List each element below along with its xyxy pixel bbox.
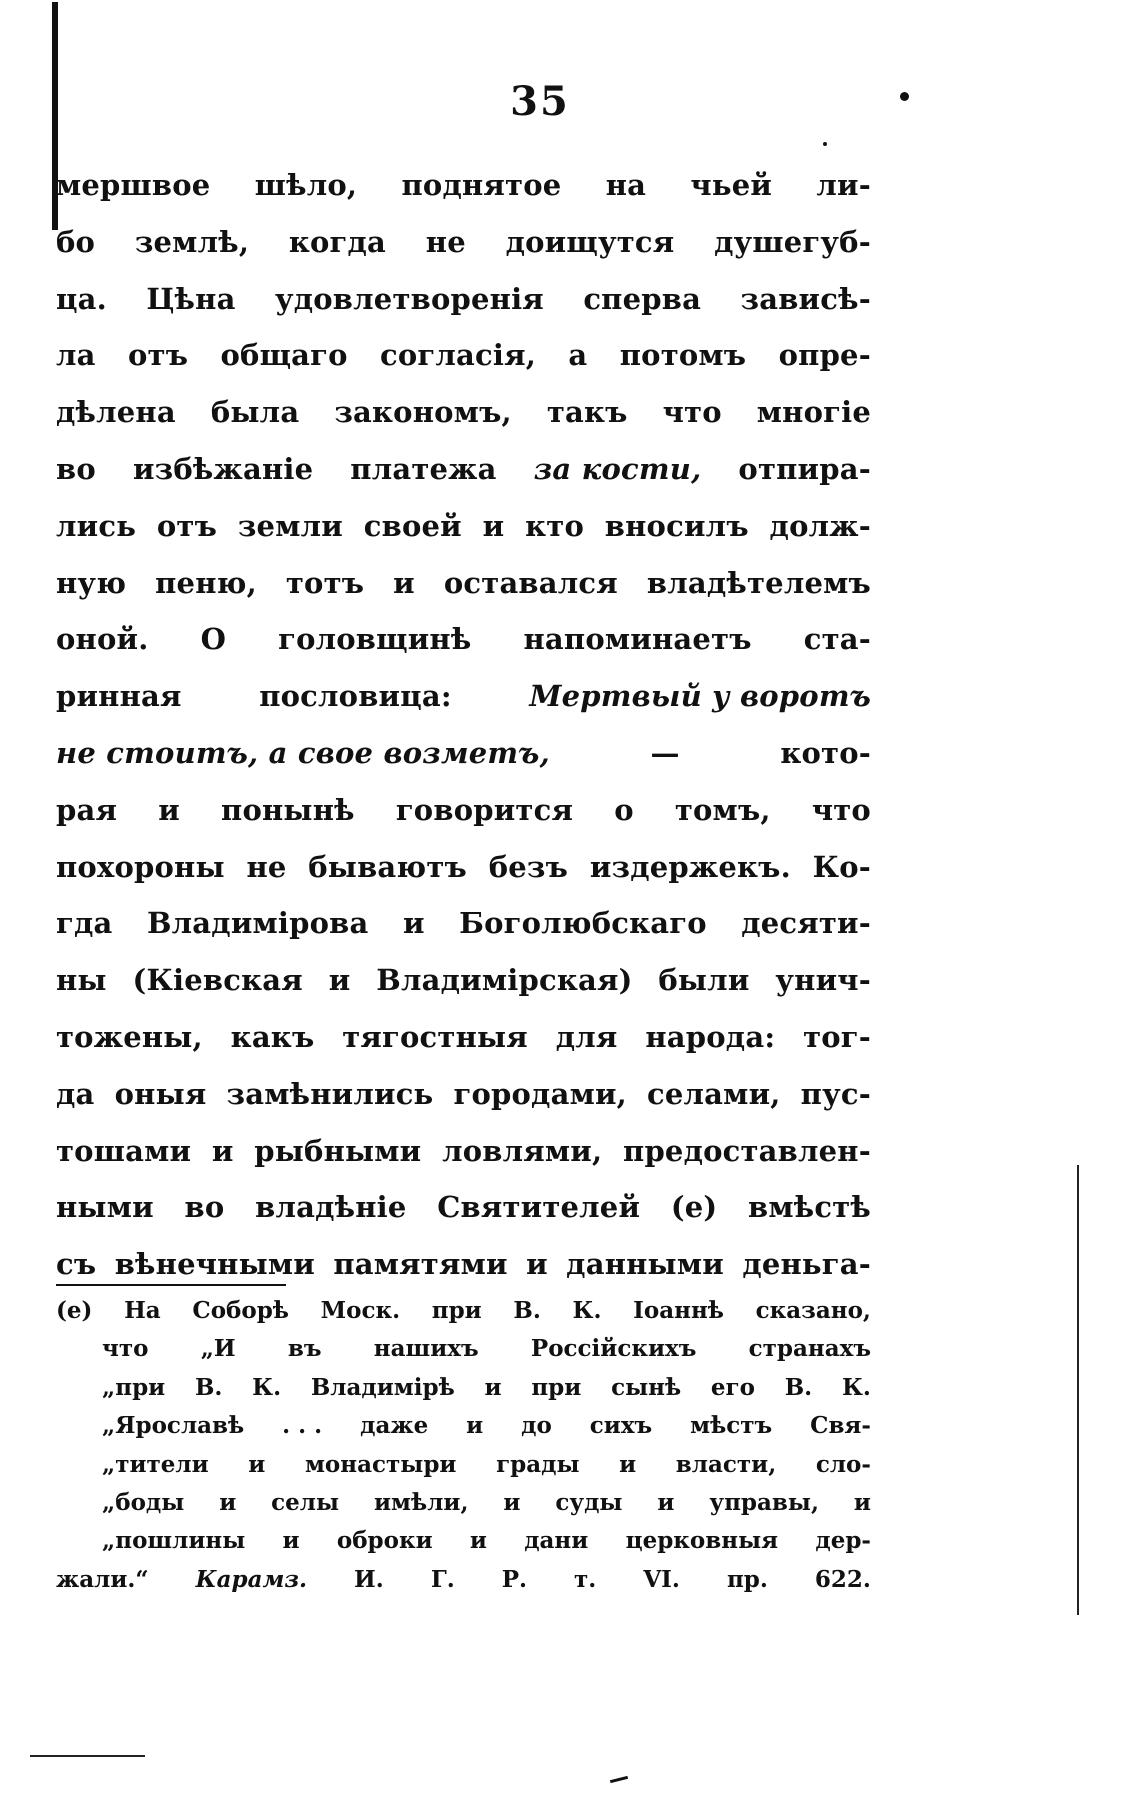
word: своей <box>363 508 462 543</box>
word: согласія, <box>380 338 537 373</box>
word: 622. <box>814 1565 871 1593</box>
word: кто <box>525 508 584 543</box>
word: оброки <box>336 1527 433 1555</box>
word: шѣло, <box>254 168 358 202</box>
word: когда <box>288 224 387 259</box>
word: Р. <box>501 1565 528 1593</box>
word: и <box>393 565 415 600</box>
footnote-block <box>56 1292 871 1599</box>
word: пеню, <box>155 565 257 600</box>
word: чьей <box>690 168 773 202</box>
word: Владимірѣ <box>310 1373 455 1401</box>
word: что <box>662 395 722 430</box>
word: издержекъ. <box>589 849 791 884</box>
word: (Кіевская <box>132 963 303 998</box>
word: для <box>555 1019 618 1054</box>
page-number: 35 <box>510 78 570 125</box>
word: напоминаетъ <box>523 622 752 657</box>
word: К. <box>841 1373 871 1401</box>
word: памятями <box>333 1247 508 1282</box>
word: На <box>124 1297 161 1324</box>
word: власти, <box>675 1450 777 1478</box>
footnote-line <box>56 1484 871 1522</box>
word: и <box>466 1412 484 1440</box>
word: отпира- <box>738 451 871 486</box>
word: оставался <box>443 565 618 600</box>
main-text <box>56 160 871 1296</box>
word: не стоитъ, а свое возметъ, <box>56 735 550 770</box>
word: сперва <box>583 281 702 316</box>
word: зависѣ- <box>740 281 871 316</box>
word: В. <box>194 1373 223 1401</box>
footnote-line <box>56 1446 871 1484</box>
word: понынѣ <box>221 792 355 827</box>
word: земли <box>237 508 343 543</box>
word: жали.“ <box>56 1565 149 1593</box>
word: VI. <box>643 1565 680 1593</box>
word: дер- <box>815 1527 871 1555</box>
word: суды <box>555 1488 623 1516</box>
footnote-line <box>56 1407 871 1445</box>
word: во <box>184 1190 225 1225</box>
text-line <box>56 330 871 387</box>
word: данными <box>566 1247 724 1282</box>
word: тотъ <box>285 565 365 600</box>
word: говорится <box>395 792 574 827</box>
word: Цѣна <box>146 281 236 316</box>
word: гда <box>56 906 113 941</box>
word: „боды <box>102 1488 185 1516</box>
word: Россійскихъ <box>530 1335 697 1363</box>
word: и <box>328 963 351 998</box>
word: вѣнечными <box>114 1247 315 1282</box>
word: мѣстъ <box>690 1412 773 1440</box>
word: замѣнились <box>226 1076 434 1111</box>
word: на <box>605 168 647 202</box>
word: что <box>811 792 871 827</box>
text-line <box>56 1069 871 1126</box>
word: „И <box>200 1335 236 1363</box>
word: рыбными <box>254 1133 422 1168</box>
word: томъ, <box>674 792 771 827</box>
text-line <box>56 671 871 728</box>
word: отъ <box>156 508 218 543</box>
word: Владимірова <box>146 906 369 941</box>
word: были <box>658 963 750 998</box>
word: (е) <box>670 1190 718 1225</box>
word: пус- <box>800 1076 871 1111</box>
word: грады <box>496 1450 580 1478</box>
word: ринная <box>56 679 182 714</box>
word: и <box>503 1488 521 1516</box>
word: сихъ <box>589 1412 653 1440</box>
word: за кости, <box>533 451 702 486</box>
footnote-line <box>56 1369 871 1407</box>
word: ли- <box>816 168 871 202</box>
word: странахъ <box>748 1335 871 1363</box>
text-line <box>56 1126 871 1183</box>
text-line <box>56 1012 871 1069</box>
word: рая <box>56 792 118 827</box>
word: десяти- <box>741 906 871 941</box>
word: пр. <box>726 1565 768 1593</box>
word: монастыри <box>304 1450 457 1478</box>
word: Соборѣ <box>192 1297 289 1324</box>
footnote-line <box>56 1292 871 1330</box>
text-line <box>56 558 871 615</box>
word: т. <box>574 1565 597 1593</box>
word: (е) <box>56 1297 93 1324</box>
word: во <box>56 451 96 486</box>
word: удовлетворенія <box>274 281 544 316</box>
word: управы, <box>709 1488 819 1516</box>
word: нашихъ <box>373 1335 479 1363</box>
word: потомъ <box>619 338 747 373</box>
word: народа: <box>645 1019 776 1054</box>
word: тошами <box>56 1133 192 1168</box>
word: дани <box>524 1527 589 1555</box>
footnote-line <box>56 1561 871 1599</box>
word: была <box>210 395 300 430</box>
word: и <box>158 792 180 827</box>
word: ловлями, <box>442 1133 603 1168</box>
word: — <box>650 735 680 770</box>
word: и <box>482 508 505 543</box>
word: платежа <box>350 451 497 486</box>
word: „при <box>102 1373 166 1401</box>
word: Святителей <box>437 1190 641 1225</box>
text-line <box>56 444 871 501</box>
word: И. <box>354 1565 384 1593</box>
word: общаго <box>220 338 348 373</box>
word: землѣ, <box>134 224 250 259</box>
word: дѣлена <box>56 395 176 430</box>
word: и <box>219 1488 237 1516</box>
text-line <box>56 160 871 217</box>
word: даже <box>360 1412 429 1440</box>
word: Іоаннѣ <box>633 1297 724 1324</box>
text-line <box>56 842 871 899</box>
word: и <box>211 1133 234 1168</box>
word: мершвое <box>56 168 211 202</box>
word: не <box>246 849 287 884</box>
page-edge-line <box>1077 1165 1079 1615</box>
word: и <box>526 1247 548 1282</box>
word: при <box>531 1373 582 1401</box>
text-line <box>56 1182 871 1239</box>
word: бо <box>56 224 96 259</box>
word: оной. <box>56 622 149 657</box>
word: опре- <box>778 338 871 373</box>
word: и <box>402 906 425 941</box>
word: предоставлен- <box>623 1133 871 1168</box>
word: сынѣ <box>611 1373 682 1401</box>
word: безъ <box>488 849 569 884</box>
word: Владимірская) <box>376 963 633 998</box>
word: закономъ, <box>334 395 512 430</box>
word: Г. <box>430 1565 455 1593</box>
word: . . . <box>282 1412 323 1440</box>
word: его <box>710 1373 755 1401</box>
word: владѣтелемъ <box>646 565 871 600</box>
word: К. <box>252 1373 282 1401</box>
word: ными <box>56 1190 154 1225</box>
text-line <box>56 898 871 955</box>
text-line <box>56 387 871 444</box>
word: доищутся <box>505 224 675 259</box>
text-line <box>56 955 871 1012</box>
word: что <box>102 1335 149 1363</box>
word: В. <box>784 1373 813 1401</box>
word: селами, <box>647 1076 781 1111</box>
footnote-line <box>56 1522 871 1560</box>
word: сло- <box>815 1450 871 1478</box>
word: не <box>425 224 466 259</box>
word: Мертвый у воротъ <box>529 679 871 714</box>
word: похороны <box>56 849 225 884</box>
text-line <box>56 501 871 558</box>
word: и <box>248 1450 266 1478</box>
word: какъ <box>230 1019 315 1054</box>
word: и <box>469 1527 487 1555</box>
word: въ <box>287 1335 322 1363</box>
word: такъ <box>546 395 628 430</box>
word: Ко- <box>812 849 871 884</box>
word: отъ <box>127 338 189 373</box>
word: Боголюбскаго <box>459 906 707 941</box>
word: и <box>853 1488 871 1516</box>
word: многіе <box>756 395 871 430</box>
word: и <box>484 1373 502 1401</box>
word: тожены, <box>56 1019 203 1054</box>
word: и <box>657 1488 675 1516</box>
word: избѣжаніе <box>132 451 314 486</box>
bottom-edge-mark <box>30 1755 145 1757</box>
word: Свя- <box>810 1412 871 1440</box>
word: при <box>431 1297 482 1324</box>
text-line <box>56 217 871 274</box>
word: вмѣстѣ <box>748 1190 871 1225</box>
word: О <box>200 622 227 657</box>
word: а <box>568 338 588 373</box>
word: вносилъ <box>604 508 749 543</box>
word: унич- <box>775 963 871 998</box>
word: селы <box>271 1488 340 1516</box>
word: поднятое <box>401 168 562 202</box>
ink-speck <box>823 142 827 146</box>
word: душегуб- <box>714 224 871 259</box>
text-line <box>56 274 871 331</box>
word: сказано, <box>755 1297 871 1324</box>
word: до <box>521 1412 552 1440</box>
word: „Ярославѣ <box>102 1412 245 1440</box>
word: ста- <box>803 622 871 657</box>
ink-speck <box>610 1776 628 1783</box>
word: ную <box>56 565 127 600</box>
word: церковныя <box>625 1527 779 1555</box>
word: съ <box>56 1247 97 1282</box>
footnote-line <box>56 1330 871 1368</box>
word: имѣли, <box>374 1488 469 1516</box>
footnote-separator <box>56 1284 286 1286</box>
word: ца. <box>56 281 107 316</box>
word: и <box>619 1450 637 1478</box>
word: К. <box>572 1297 602 1324</box>
word: тог- <box>803 1019 871 1054</box>
word: лись <box>56 508 137 543</box>
word: В. <box>513 1297 541 1324</box>
word: кото- <box>780 735 871 770</box>
word: и <box>282 1527 300 1555</box>
word: бываютъ <box>308 849 467 884</box>
word: тягостныя <box>342 1019 528 1054</box>
word: головщинѣ <box>278 622 472 657</box>
text-line <box>56 728 871 785</box>
word: оныя <box>114 1076 207 1111</box>
word: „пошлины <box>102 1527 246 1555</box>
word: ны <box>56 963 107 998</box>
text-line <box>56 1239 871 1296</box>
text-line <box>56 785 871 842</box>
word: деньга- <box>742 1247 871 1282</box>
word: владѣніе <box>255 1190 407 1225</box>
word: „тители <box>102 1450 209 1478</box>
word: да <box>56 1076 95 1111</box>
word: Карамз. <box>195 1565 308 1593</box>
word: Моск. <box>320 1297 401 1324</box>
word: о <box>614 792 634 827</box>
word: городами, <box>453 1076 627 1111</box>
word: пословица: <box>259 679 452 714</box>
word: ла <box>56 338 96 373</box>
word: долж- <box>769 508 871 543</box>
text-line <box>56 614 871 671</box>
